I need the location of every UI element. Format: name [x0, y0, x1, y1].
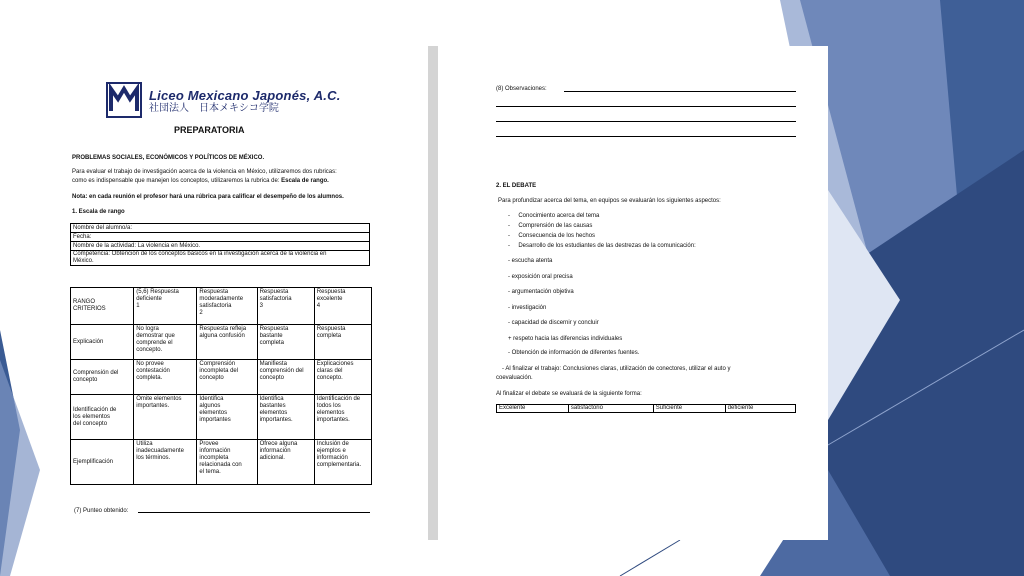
rubric-cell: Provee información incompleta relacionada con el tema. — [197, 440, 257, 485]
rubric-cell: Ofrece alguna información adicional. — [257, 440, 314, 485]
debate-scale-table — [496, 404, 796, 413]
rubric-cell: Manifiesta comprensión del concepto — [257, 360, 314, 395]
rubric-cell: Respuesta excelente 4 — [314, 288, 371, 325]
rubric-cell: Explicación — [71, 325, 134, 360]
school-name-japanese: 社団法人 日本メキシコ学院 — [149, 102, 279, 114]
intro-line-1: Para evaluar el trabajo de investigación acerca de la violencia en México, utilizaremos dos rubricas: — [72, 169, 337, 175]
rubric-cell: Identificación de los elementos del concepto — [71, 395, 134, 440]
debate-aspect: - Conocimiento acerca del tema — [508, 213, 600, 219]
school-logo — [105, 81, 341, 121]
note-text: Nota: en cada reunión el profesor hará una rúbrica para calificar el desempeño de los alumnos. — [72, 194, 344, 200]
communication-skill: - investigación — [508, 305, 547, 311]
final-note-line-1: - Al finalizar el trabajo: Conclusiones claras, utilización de conectores, utilizar el auto y — [502, 366, 731, 372]
table-row — [71, 440, 372, 485]
rubric-cell: RANGO CRITERIOS — [71, 288, 134, 325]
prep-title: PREPARATORIA — [174, 125, 245, 135]
final-note-line-2: coevaluación. — [496, 375, 533, 381]
communication-skill: - escucha atenta — [508, 258, 553, 264]
rubric-cell: Respuesta bastante completa — [257, 325, 314, 360]
communication-skill: - exposición oral precisa — [508, 274, 573, 280]
score-line — [138, 512, 370, 513]
scale-cell: deficiente — [725, 405, 795, 413]
info-row: Competencia: Obtención de los conceptos básicos en la investigación acerca de la violencia en México. — [71, 251, 370, 266]
rubric-cell: Ejemplificación — [71, 440, 134, 485]
rubric-cell: Identificación de todos los elementos importantes. — [314, 395, 371, 440]
table-row — [71, 325, 372, 360]
rubric-cell: Respuesta moderadamente satisfactoria 2 — [197, 288, 257, 325]
observations-line — [496, 106, 796, 107]
observations-line — [496, 121, 796, 122]
info-row: Nombre del alumno/a: — [71, 224, 370, 233]
rubric-cell: Explicaciones claras del concepto. — [314, 360, 371, 395]
rubric-cell: No provee contestación completa. — [134, 360, 197, 395]
scale-cell: Suficiente — [653, 405, 725, 413]
communication-skill: - capacidad de discernir y concluir — [508, 320, 599, 326]
communication-skill: - argumentación objetiva — [508, 289, 574, 295]
document-heading: PROBLEMAS SOCIALES, ECONÓMICOS Y POLÍTICOS DE MÉXICO. — [72, 155, 265, 161]
rubric-cell: Inclusión de ejemplos e información complementaria. — [314, 440, 371, 485]
school-name: Liceo Mexicano Japonés, A.C. — [149, 87, 341, 103]
observations-line — [496, 136, 796, 137]
rubric-cell: Respuesta satisfactoria 3 — [257, 288, 314, 325]
debate-aspect: - Desarrollo de los estudiantes de las destrezas de la comunicación: — [508, 243, 696, 249]
table-row — [71, 360, 372, 395]
observations-label: (8) Observaciones: — [496, 86, 547, 92]
page-divider — [428, 46, 438, 540]
rubric-cell: Respuesta refleja alguna confusión — [197, 325, 257, 360]
rubric-cell: Identifica algunos elementos importantes — [197, 395, 257, 440]
document-page-left — [60, 50, 428, 540]
rubric-cell: Respuesta completa — [314, 325, 371, 360]
rubric-cell: Omite elementos importantes. — [134, 395, 197, 440]
debate-aspect: - Consecuencia de los hechos — [508, 233, 596, 239]
info-row: Nombre de la actividad: La violencia en México. — [71, 242, 370, 251]
info-row: Fecha: — [71, 233, 370, 242]
school-logo-mark-icon — [105, 81, 143, 121]
section-2-title: 2. EL DEBATE — [496, 183, 537, 189]
rubric-table — [70, 287, 372, 485]
communication-skill: + respeto hacia las diferencias individuales — [508, 336, 623, 342]
observations-line — [564, 91, 796, 92]
rubric-cell: No logra demostrar que comprende el concepto. — [134, 325, 197, 360]
rubric-header-row — [71, 288, 372, 325]
rubric-cell: Comprensión incompleta del concepto — [197, 360, 257, 395]
document-page-right — [438, 46, 828, 540]
scale-cell: Excelente — [497, 405, 569, 413]
student-info-table — [70, 223, 370, 266]
debate-intro: Para profundizar acerca del tema, en equipos se evaluarán los siguientes aspectos: — [498, 198, 721, 204]
rubric-cell: Utiliza inadecuadamente los términos. — [134, 440, 197, 485]
intro-line-2: como es indispensable que manejen los conceptos, utilizaremos la rubrica de: Escala de rango. — [72, 178, 329, 184]
debate-aspect: - Comprensión de las causas — [508, 223, 593, 229]
section-1-title: 1. Escala de rango — [72, 209, 125, 215]
rubric-cell: Comprensión del concepto — [71, 360, 134, 395]
rubric-cell: (5,6) Respuesta deficiente 1 — [134, 288, 197, 325]
scale-cell: satisfactorio — [568, 405, 653, 413]
score-label: (7) Punteo obtenido: — [74, 508, 129, 514]
final-note-line-3: Al finalizar el debate se evaluará de la siguiente forma: — [496, 391, 642, 397]
rubric-cell: Identifica bastantes elementos importantes. — [257, 395, 314, 440]
communication-skill: - Obtención de información de diferentes fuentes. — [508, 350, 640, 356]
table-row — [71, 395, 372, 440]
